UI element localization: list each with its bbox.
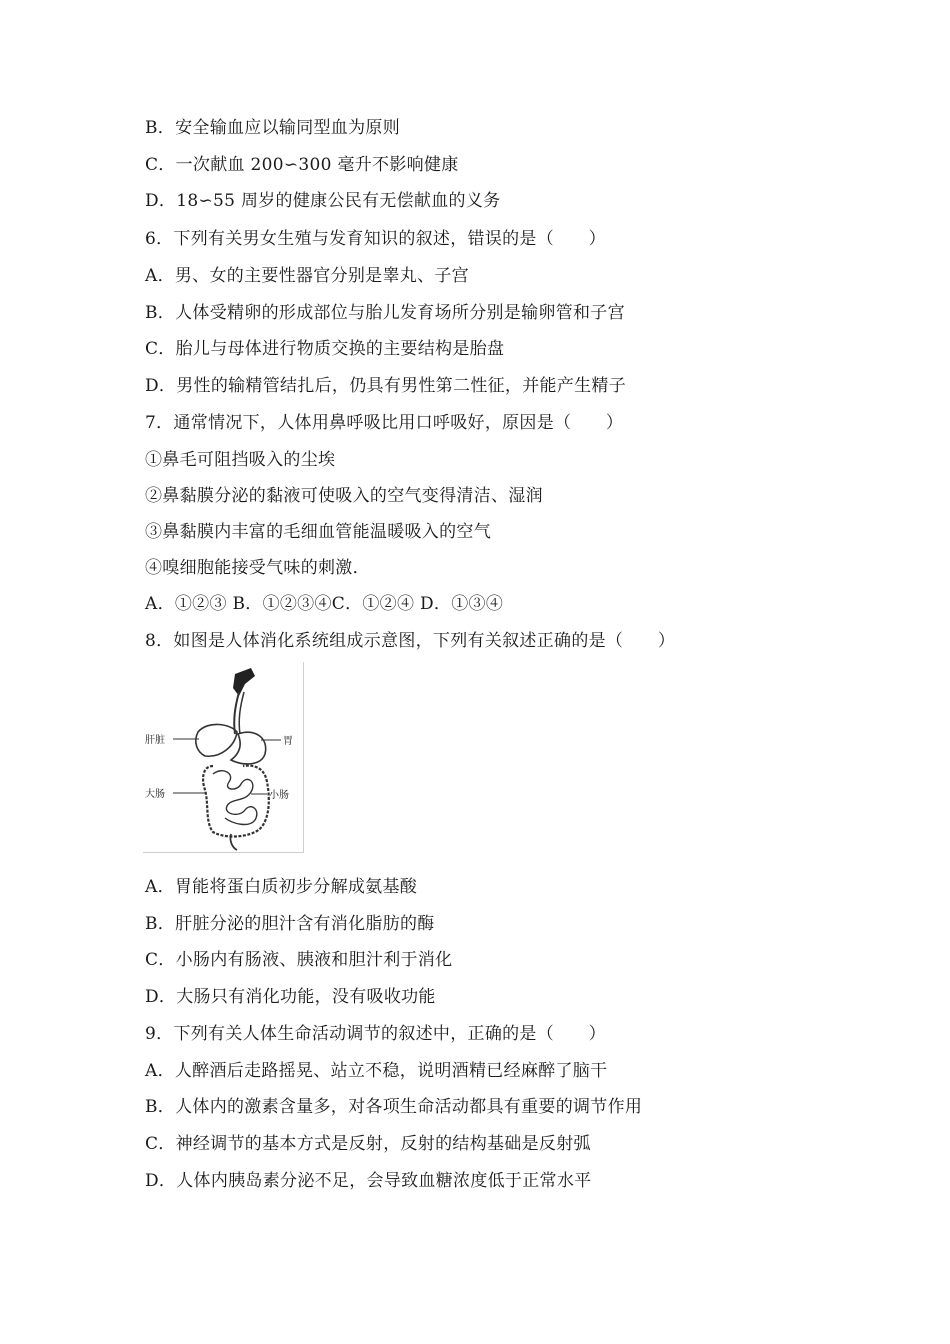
q5-option-c: C．一次献血 200∽300 毫升不影响健康 bbox=[145, 155, 459, 175]
digestive-system-figure bbox=[143, 662, 304, 853]
q6-option-b: B．人体受精卵的形成部位与胎儿发育场所分别是输卵管和子宫 bbox=[145, 303, 625, 323]
mouth-shape bbox=[233, 668, 255, 696]
q8-option-c: C．小肠内有肠液、胰液和胆汁利于消化 bbox=[145, 950, 453, 970]
figure-label-stomach: 胃 bbox=[283, 736, 293, 747]
figure-label-small-intestine: 小肠 bbox=[269, 790, 289, 801]
q6-option-d: D．男性的输精管结扎后，仍具有男性第二性征，并能产生精子 bbox=[145, 376, 627, 396]
q7-statement-1: ①鼻毛可阻挡吸入的尘埃 bbox=[145, 450, 336, 470]
figure-label-large-intestine: 大肠 bbox=[145, 789, 165, 800]
q7-statement-2: ②鼻黏膜分泌的黏液可使吸入的空气变得清洁、湿润 bbox=[145, 486, 543, 506]
q8-option-a: A．胃能将蛋白质初步分解成氨基酸 bbox=[145, 877, 418, 897]
esophagus-shape-2 bbox=[239, 692, 244, 734]
q8-stem: 8．如图是人体消化系统组成示意图，下列有关叙述正确的是（ ） bbox=[145, 631, 676, 651]
q6-option-c: C．胎儿与母体进行物质交换的主要结构是胎盘 bbox=[145, 339, 505, 359]
q9-option-a: A．人醉酒后走路摇晃、站立不稳，说明酒精已经麻醉了脑干 bbox=[145, 1061, 608, 1081]
q9-option-c: C．神经调节的基本方式是反射，反射的结构基础是反射弧 bbox=[145, 1134, 591, 1154]
q8-option-d: D．大肠只有消化功能，没有吸收功能 bbox=[145, 987, 436, 1007]
small-intestine-shape bbox=[213, 771, 257, 825]
q7-options: A．①②③ B．①②③④C．①②④ D．①③④ bbox=[145, 594, 504, 614]
q9-option-b: B．人体内的激素含量多，对各项生命活动都具有重要的调节作用 bbox=[145, 1097, 643, 1117]
q6-stem: 6．下列有关男女生殖与发育知识的叙述，错误的是（ ） bbox=[145, 229, 606, 249]
q7-statement-3: ③鼻黏膜内丰富的毛细血管能温暖吸入的空气 bbox=[145, 522, 491, 542]
q8-option-b: B．肝脏分泌的胆汁含有消化脂肪的酶 bbox=[145, 914, 435, 934]
digestive-system-diagram bbox=[143, 662, 303, 852]
q6-option-a: A．男、女的主要性器官分别是睾丸、子宫 bbox=[145, 266, 469, 286]
q9-stem: 9．下列有关人体生命活动调节的叙述中，正确的是（ ） bbox=[145, 1024, 606, 1044]
q5-option-d: D．18∽55 周岁的健康公民有无偿献血的义务 bbox=[145, 191, 501, 211]
q7-stem: 7．通常情况下，人体用鼻呼吸比用口呼吸好，原因是（ ） bbox=[145, 413, 624, 433]
liver-shape bbox=[196, 724, 237, 756]
q9-option-d: D．人体内胰岛素分泌不足，会导致血糖浓度低于正常水平 bbox=[145, 1171, 592, 1191]
figure-label-liver: 肝脏 bbox=[145, 735, 165, 746]
q7-statement-4: ④嗅细胞能接受气味的刺激． bbox=[145, 558, 370, 578]
q5-option-b: B．安全输血应以输同型血为原则 bbox=[145, 118, 400, 138]
esophagus-shape bbox=[234, 692, 239, 734]
